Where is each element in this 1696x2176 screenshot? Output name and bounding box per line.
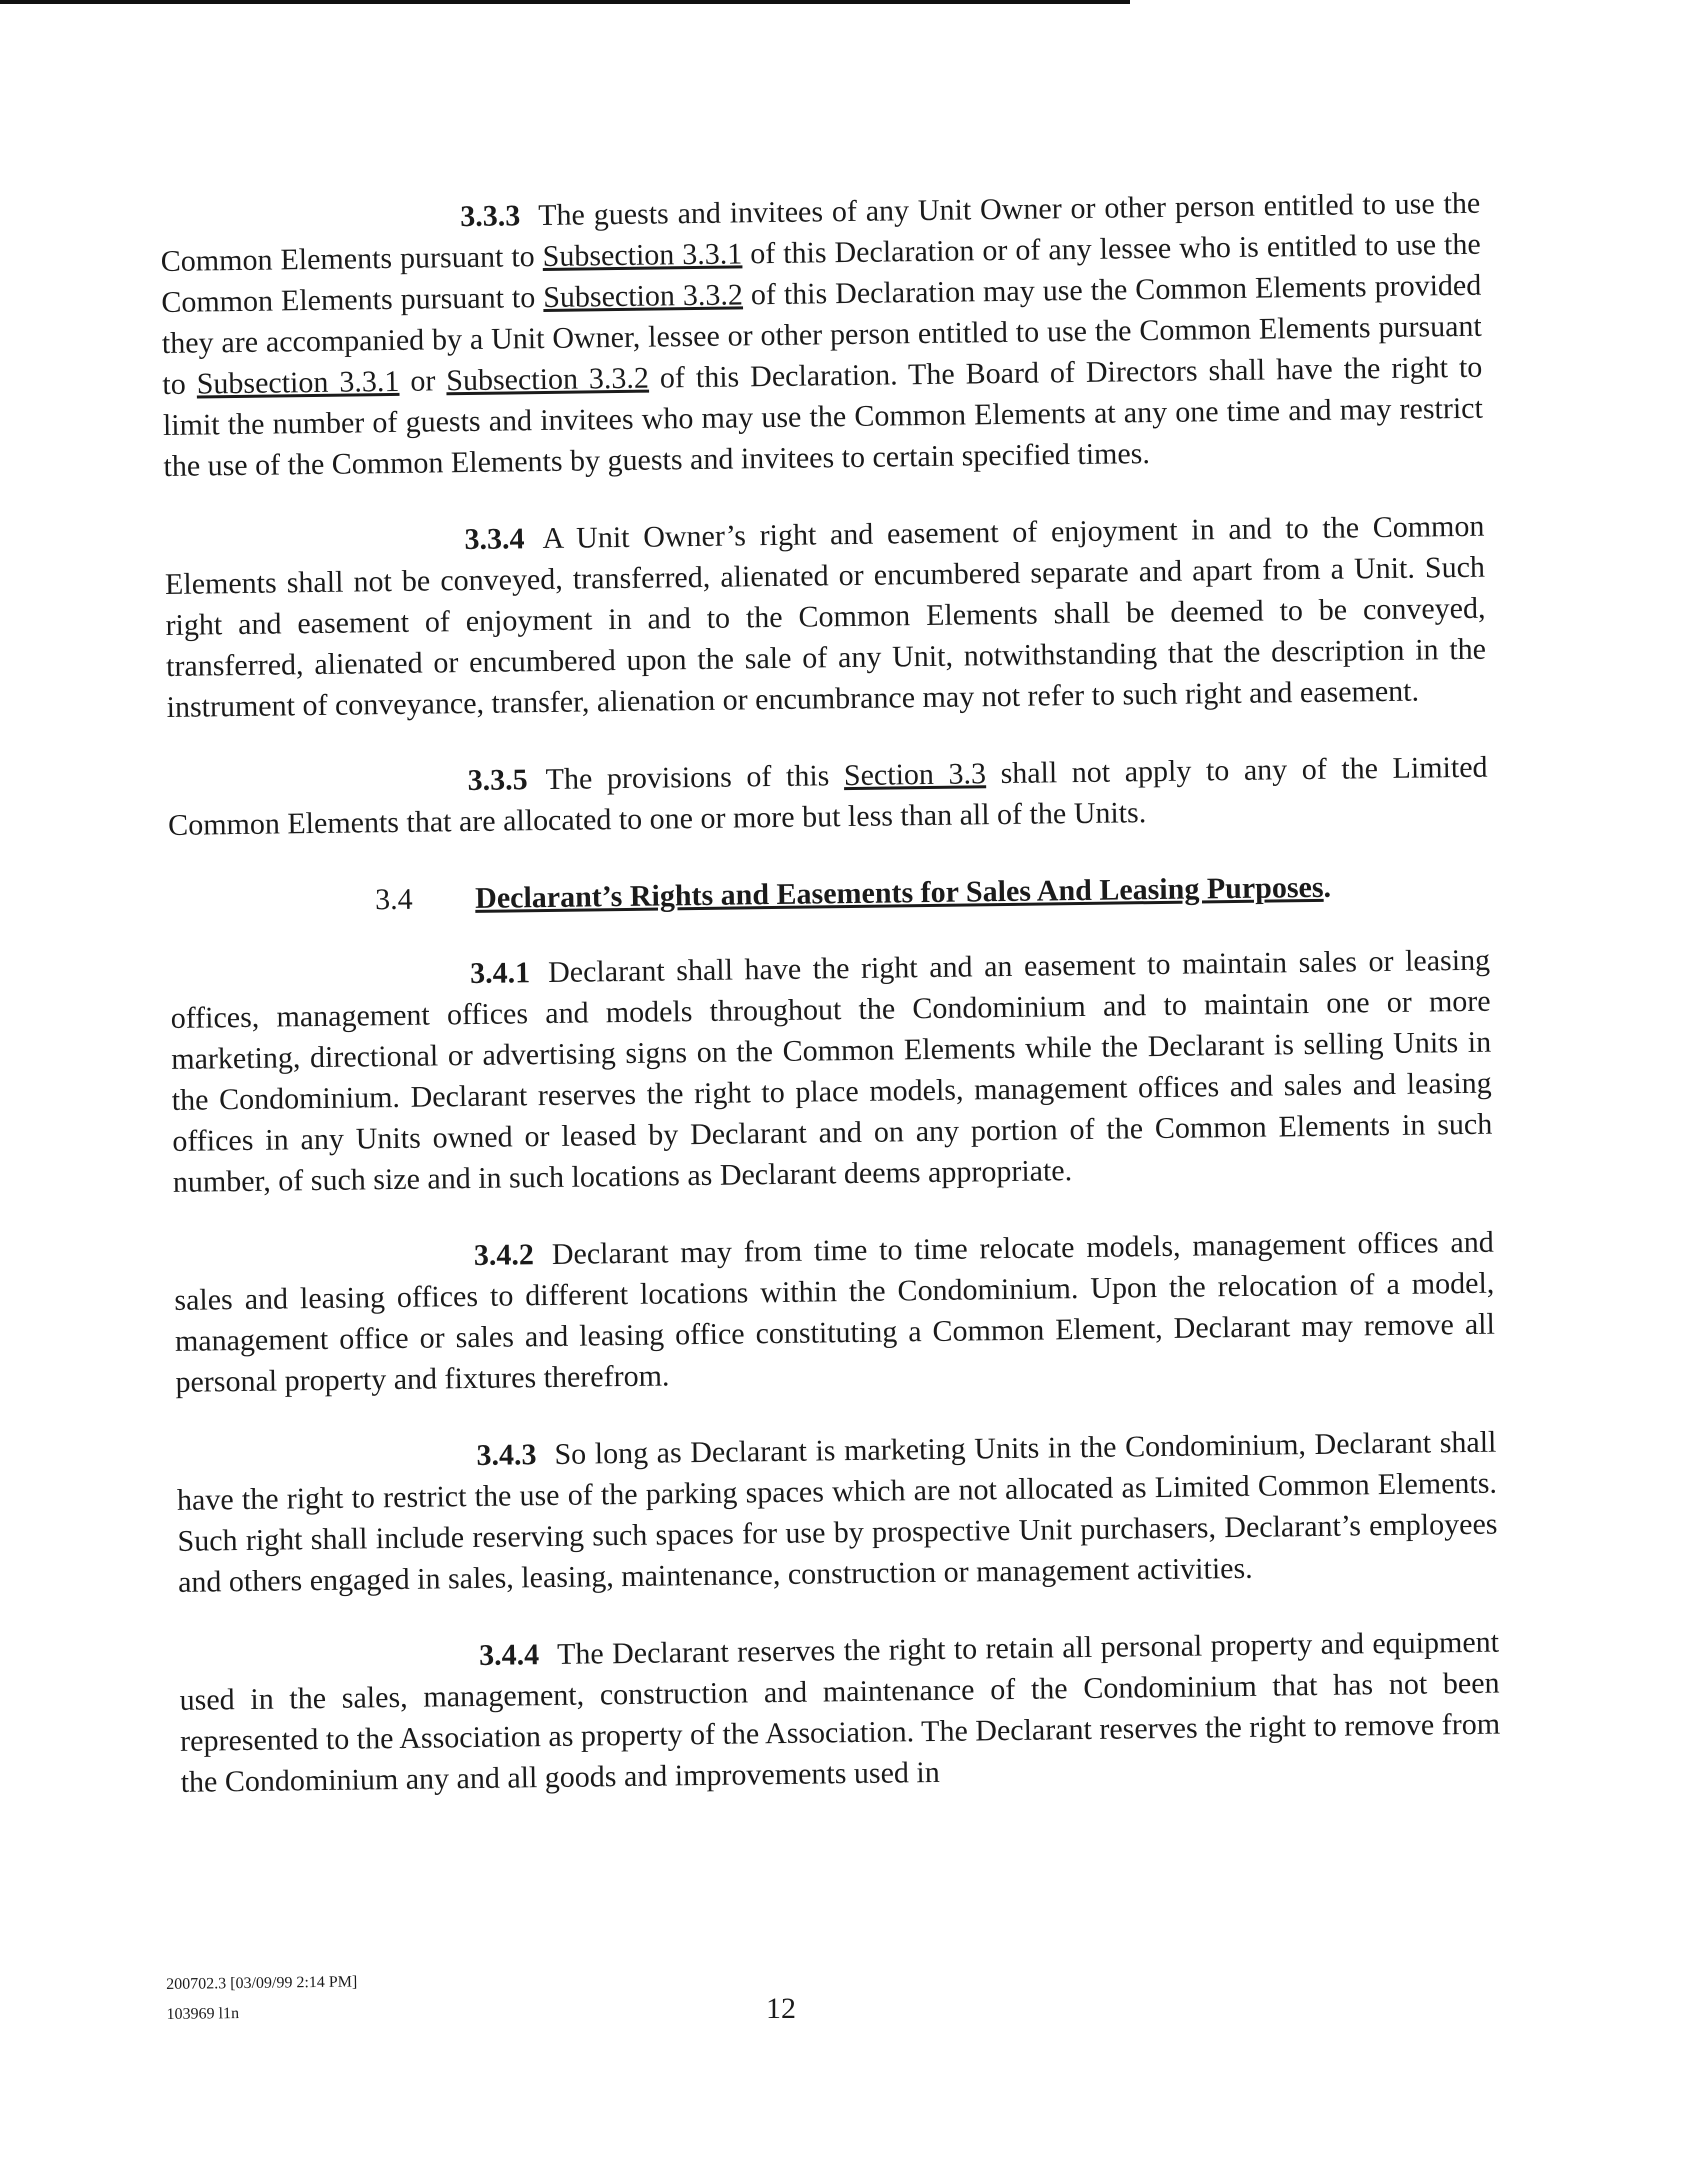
- title-period: .: [1323, 870, 1332, 904]
- page-number: 12: [766, 1992, 796, 2025]
- file-id: 103969 l1n: [166, 2005, 240, 2023]
- paragraph-3-3-3: [160, 183, 1484, 487]
- paragraph-3-4-3: [176, 1422, 1498, 1603]
- section-heading-3-4: [169, 865, 1489, 923]
- section-reference: Section 3.3: [843, 757, 987, 793]
- paragraph-text: Declarant shall have the right and an easement to maintain sales or leasing offices, management offices and models throughout the Condominium and to maintain one or more marketing, directional or advertising signs on the Common Elements while the Declarant is selling Units in the Condominium. Declarant reserves the right to place models, management offices and sales and leasing offices in any Units owned or leased by Declarant and on any portion of the Common Elements in such number, of such size and in such locations as Declarant deems appropriate.: [170, 943, 1493, 1199]
- section-number: 3.4.1: [469, 956, 531, 991]
- subsection-reference: Subsection 3.3.1: [542, 237, 743, 273]
- paragraph-text: Declarant may from time to time relocate models, management offices and sales and leasing offices to different locations within the Condominium. Upon the relocation of a model, management office or sales and leasing office constituting a Common Element, Declarant may remove all personal property and fixtures therefrom.: [174, 1225, 1496, 1399]
- section-number: 3.4.2: [473, 1238, 535, 1272]
- subsection-reference: Subsection 3.3.1: [196, 364, 400, 401]
- subsection-reference: Subsection 3.3.2: [446, 361, 650, 398]
- section-number: 3.4: [374, 882, 413, 917]
- paragraph-text: of this Declaration or of any lessee who is entitled to use the Common Elements pursuant to: [161, 227, 1481, 319]
- paragraph-text: shall not apply to any of the Limited Common Elements that are allocated to one or more but less than all of the Units.: [167, 750, 1488, 842]
- paragraph-3-3-5: [167, 747, 1488, 846]
- section-number: 3.3.5: [467, 763, 528, 798]
- paragraph-3-4-2: [174, 1222, 1496, 1403]
- document-footer-id: [166, 1967, 358, 2029]
- section-number: 3.4.3: [476, 1438, 537, 1472]
- paragraph-text: of this Declaration may use the Common Elements provided they are accompanied by a Unit Owner, lessee or other person entitled to use the Common Elements pursuant to: [161, 268, 1482, 401]
- paragraph-text: The Declarant reserves the right to retain all personal property and equipment used in the sales, management, construction and maintenance of the Condominium that has not been represented to the Association as property of the Association. The Declarant reserves the right to remove from the Condominium any and all goods and improvements used in: [179, 1625, 1501, 1799]
- paragraph-3-4-4: [179, 1622, 1501, 1803]
- paragraph-text: The guests and invitees of any Unit Owner or other person entitled to use the Common Elements pursuant to: [160, 186, 1481, 278]
- paragraph-text: A Unit Owner’s right and easement of enjoyment in and to the Common Elements shall not be conveyed, transferred, alienated or encumbered separate and apart from a Unit. Such right and easement of enjoyment in and to the Common Elements shall be deemed to be conveyed, transferred, alienated or encumbered upon the sale of any Unit, notwithstanding that the description in the instrument of conveyance, transfer, alienation or encumbrance may not refer to such right and easement.: [164, 509, 1487, 724]
- section-number: 3.3.4: [464, 522, 525, 557]
- paragraph-text: So long as Declarant is marketing Units in the Condominium, Declarant shall have the right to restrict the use of the parking spaces which are not allocated as Limited Common Elements. Such right shall include reserving such spaces for use by prospective Unit purchasers, Declarant’s employees and others engaged in sales, leasing, maintenance, construction or management activities.: [176, 1425, 1498, 1599]
- paragraph-3-3-4: [164, 506, 1487, 728]
- paragraph-text: The provisions of this: [545, 759, 845, 797]
- paragraph-3-4-1: [170, 940, 1493, 1203]
- paragraph-text: of this Declaration. The Board of Directors shall have the right to limit the number of guests and invitees who may use the Common Elements at any one time and may restrict the use of the Common Elements by guests and invitees to certain specified times.: [162, 350, 1484, 483]
- scan-top-edge: [0, 0, 1130, 4]
- document-page: [160, 183, 1501, 1839]
- document-id: 200702.3 [03/09/99 2:14 PM]: [166, 1973, 358, 1993]
- subsection-reference: Subsection 3.3.2: [543, 278, 744, 314]
- section-number: 3.3.3: [460, 199, 521, 234]
- section-title: Declarant’s Rights and Easements for Sales And Leasing Purposes: [474, 870, 1324, 915]
- paragraph-text: or: [399, 364, 447, 398]
- section-number: 3.4.4: [478, 1638, 540, 1672]
